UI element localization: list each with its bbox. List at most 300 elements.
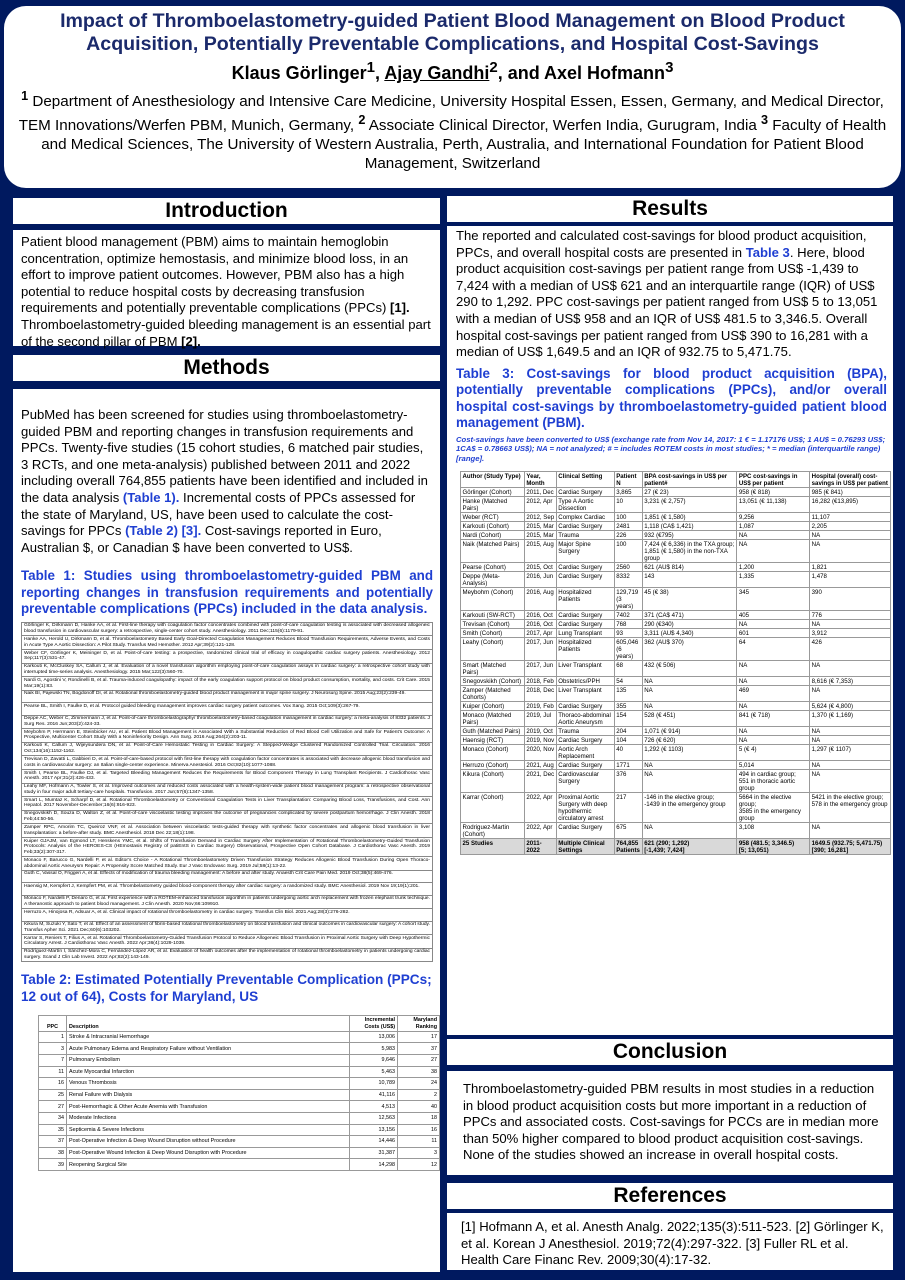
results-panel	[447, 226, 893, 1035]
table2-cell: 14,446	[350, 1136, 398, 1148]
table3-cell: 2012, Sep	[524, 513, 556, 522]
table3-cell: Nardi (Cohort)	[461, 531, 525, 540]
table3-cell: Complex Cardiac	[556, 513, 614, 522]
table3-cell: Rodriguez-Martin (Cohort)	[461, 823, 525, 839]
table3-cell: 100	[614, 540, 642, 563]
references-body: [1] Hofmann A, et al. Anesth Analg. 2022;135(3):511-523. [2] Görlinger K, et al. Korean J Anesthesiol. 2019;72(4):297-322. [3] Fuller RL et al. Health Care Financ Rev. 2009;30(4):17-32.	[447, 1213, 893, 1270]
table3-cell: 1,292 (€ 1103)	[642, 745, 737, 761]
table-row	[461, 702, 891, 711]
table2-cell: Post-Hemorrhagic & Other Acute Anemia with Transfusion	[67, 1101, 350, 1113]
table3-cell: 68	[614, 661, 642, 677]
table-row	[461, 677, 891, 686]
table3-cell: 605,046 (6 years)	[614, 638, 642, 661]
table3-cell: Kikura (Cohort)	[461, 770, 525, 793]
table3-cell: 1,335	[737, 572, 810, 588]
affiliation-text: Faculty of Health and Medical Sciences, The University of Western Australia, Perth, Australia, and International Foundation for Patient Blood Management, Switzerland	[41, 117, 887, 173]
table-row	[22, 797, 433, 811]
table2-cell: 38	[398, 1066, 440, 1078]
table-row	[22, 948, 433, 962]
table-row	[461, 531, 891, 540]
table-row	[22, 703, 433, 715]
table2-cell: 34	[39, 1112, 67, 1124]
table1-cell: Kuiper GJAJM, van Egmond LT, Henskens YMC, et al. Shifts of Transfusion Demand in Cardiac Surgery After Implementation of Rotational Thromboelastometry-Guided Transfusion Protocols: Analysis of the HEROES-CS (HEmostasis Registry of patiEntS in Cardiac Surgery) Observational, Prospective Open Cohort Database. J Cardiothorac Vasc Anesth. 2019 Feb;33(2):307-317.	[22, 837, 433, 856]
table2-cell: 40	[398, 1101, 440, 1113]
table-row	[22, 677, 433, 691]
table3-cell: NA	[737, 677, 810, 686]
table3-cell: Karkouti (SW-RCT)	[461, 611, 525, 620]
table2-cell: Pulmonary Embolism	[67, 1054, 350, 1066]
table3-cell: 5421 in the elective group; 578 in the emergency group	[810, 793, 891, 823]
author-separator: , and	[497, 63, 545, 83]
table1-cell: Smith I, Pearse BL, Faulke DJ, et al. Targeted Bleeding Management Reduces the Requirements for Blood Component Therapy in Lung Transplant Recipients. J Cardiothorac Vasc Anesth. 2017 Apr;31(2):426-433.	[22, 769, 433, 783]
table3-cell: 726 (€ 620)	[642, 736, 737, 745]
table3-cell: Deppe (Meta-Analysis)	[461, 572, 525, 588]
table3-cell: Liver Transplant	[556, 661, 614, 677]
table-row	[461, 488, 891, 497]
table1-cell: Nardi G, Agostini V, Rondinelli B, et al. Trauma-induced coagulopathy: impact of the early coagulation support protocol on blood product consumption, mortality, and costs. Crit Care. 2015 Mar;19(1):83.	[22, 677, 433, 691]
table-row	[22, 824, 433, 838]
table3-cell: 376	[614, 770, 642, 793]
author-name: Klaus Görlinger	[231, 63, 367, 83]
table3-cell: Pearse (Cohort)	[461, 563, 525, 572]
table3-cell: Weber (RCT)	[461, 513, 525, 522]
table-row	[39, 1136, 440, 1148]
table3-cell: Karkouti (Cohort)	[461, 522, 525, 531]
table3-cell: NA	[737, 531, 810, 540]
table3-cell: 2017, Jun	[524, 638, 556, 661]
methods-heading: Methods	[13, 355, 440, 381]
table1-cell: Hanke AA, Herold U, Dirkmann D, et al. Thromboelastometry Based Early Goal-Directed Coagulation Management Reduces Blood Transfusion Requirements, Adverse Events, and Costs in Acute Type A Aortic Dissection: A Pilot Study. Transfus Med Hemother. 2012 Apr;39(2):121-128.	[22, 636, 433, 650]
table-row	[39, 1159, 440, 1171]
table2-link[interactable]: (Table 2) [3].	[125, 523, 202, 539]
table-row	[39, 1066, 440, 1078]
results-body: The reported and calculated cost-savings for blood product acquisition, PPCs, and overall hospital costs are presented in Table 3. Here, blood product acquisition cost-savings per patient range from US$ -1,439 to 7,424 with a median of US$ 621 and an interquartile range (IQR) of US$ 290 to 1,292. PPC cost-savings per patient ranged from US$ 5 to 13,051 with a median of US$ 958 and an IQR of US$ 481.5 to 3,346.5. Overall hospital cost-savings per patient ranged from US$ 390 to 16,281 with a median of US$ 1,649.5 and an IQR of 932.75 to 5,471.75.	[456, 228, 878, 360]
table3-cell: Liver Transplant	[556, 686, 614, 702]
table3-cell: 2019, Jul	[524, 711, 556, 727]
table3-cell: Meybohm (Cohort)	[461, 588, 525, 611]
table3-cell: Aortic Arch Replacement	[556, 745, 614, 761]
table1-cell: Herruzo A, Hinojosa R, Adsuar A, et al. Clinical impact of rotational thromboelastometry in cardiac surgery. Transfus Clin Biol. 2021 Aug;28(3):276-282.	[22, 909, 433, 921]
author-sup: 2	[489, 59, 498, 76]
table3-cell: 8332	[614, 572, 642, 588]
table3-cell: 2481	[614, 522, 642, 531]
table3-cell: 8,616 (€ 7,353)	[810, 677, 891, 686]
table-row	[22, 783, 433, 797]
affiliation-text: Associate Clinical Director, Werfen India, Gurugram, India	[365, 117, 761, 135]
table3-cell: Trauma	[556, 531, 614, 540]
table3-cell: NA	[642, 761, 737, 770]
table1-cell: Karkouti K, Callum J, Wijeysundera DN, et al. Point-of-Care Hemostatic Testing in Cardiac Surgery: A Stepped-Wedge Clustered Randomized Controlled Trial. Circulation. 2016 Oct;134(16):1152-1162.	[22, 742, 433, 756]
table2-header: PPC	[39, 1016, 67, 1031]
table3-cell: NA	[810, 661, 891, 677]
table2-header: Description	[67, 1016, 350, 1031]
table-row	[39, 1147, 440, 1159]
table3-cell: 469	[737, 686, 810, 702]
methods-panel	[13, 389, 440, 1272]
table3-cell: 362 (AU$ 370)	[642, 638, 737, 661]
table2-cell: 37	[39, 1136, 67, 1148]
table3-cell: 1,071 (€ 914)	[642, 727, 737, 736]
table3-cell: 2016, Aug	[524, 588, 556, 611]
table3-cell: 217	[614, 793, 642, 823]
table3-cell: 2012, Apr	[524, 497, 556, 513]
table2-cell: 12,563	[350, 1112, 398, 1124]
author-separator: ,	[374, 63, 385, 83]
table1	[21, 622, 433, 963]
table2-cell: Septicemia & Severe Infections	[67, 1124, 350, 1136]
table-row	[39, 1089, 440, 1101]
table-row	[22, 870, 433, 882]
table3-cell: NA	[737, 736, 810, 745]
table3-cell: Haensig (RCT)	[461, 736, 525, 745]
affiliation-sup: 3	[761, 113, 769, 128]
table-row	[22, 857, 433, 871]
table-row	[461, 793, 891, 823]
table3-cell: 621 (AU$ 814)	[642, 563, 737, 572]
table3-cell: Monaco (Matched Pairs)	[461, 711, 525, 727]
table-row	[22, 909, 433, 921]
table2-cell: 9,646	[350, 1054, 398, 1066]
table1-link[interactable]: (Table 1).	[122, 489, 180, 505]
table3-note: Cost-savings have been converted to US$ (exchange rate from Nov 14, 2017: 1 € = 1.17176 US$; 1 AU$ = 0.76293 US$; 1CA$ = 0.78663 US$); NA = not analyzed; # = includes ROTEM costs in most studies; * = median (interquartile range) [range].	[456, 434, 886, 463]
table2-cell: 17	[398, 1031, 440, 1043]
table3-cell: 2017, Jun	[524, 661, 556, 677]
table2-cell: Reopening Surgical Site	[67, 1159, 350, 1171]
table2-cell: 16	[39, 1078, 67, 1090]
table3-caption: Table 3: Cost-savings for blood product acquisition (BPA), potentially preventable complications (PPCs), and/or overall hospital cost-savings by thromboelastometry-guided patient blood management (PBM).	[456, 365, 887, 431]
table2-cell: 27	[39, 1101, 67, 1113]
table3-cell: Obstetrics/PPH	[556, 677, 614, 686]
table3-cell: 2022, Apr	[524, 793, 556, 823]
table2-cell: Moderate Infections	[67, 1112, 350, 1124]
table3-cell: 27 (€ 23)	[642, 488, 737, 497]
table1-cell: Karkouti K, McCluskey SA, Callum J, et al. Evaluation of a novel transfusion algorithm employing point-of-care coagulation assays in cardiac surgery: a retrospective cohort study with interrupted time-series analysis. Anesthesiology. 2015 Mar;122(3):560-70.	[22, 663, 433, 677]
table3-header: Hospital (overall) cost-savings in US$ per patient	[810, 472, 891, 488]
table-row	[461, 611, 891, 620]
table-row	[22, 650, 433, 664]
table3-cell: 2016, Oct	[524, 611, 556, 620]
table-row	[22, 810, 433, 824]
table3-header: BPA cost-savings in US$ per patient#	[642, 472, 737, 488]
references-heading: References	[447, 1183, 893, 1209]
table3-cell: 154	[614, 711, 642, 727]
table-row	[461, 572, 891, 588]
table1-cell: Monaco F, Nardelli P, Denaro G, et al. First experience with a ROTEM-enhanced transfusion algorithm in patients undergoing aortic arch replacement with frozen elephant trunk technique. A theranostic approach to patient blood management. J Clin Anesth. 2020 Nov;66:109910.	[22, 895, 433, 909]
table3-cell: NA	[642, 770, 737, 793]
table2-cell: 18	[398, 1112, 440, 1124]
table3-cell: 2016, Jun	[524, 572, 556, 588]
affiliation-sup: 1	[21, 89, 29, 103]
methods-body: PubMed has been screened for studies using thromboelastometry-guided PBM and reporting changes in transfusion requirements and PPCs. Twenty-five studies (15 cohort studies, 6 matched pair studies, 3 RCTs, and one meta-analysis) published between 2011 and 2022 including overall 764,855 patients have been identified and included in the data analysis (Table 1). Incremental costs of PPCs assessed for the state of Maryland, US, have been used to calculate the cost-savings for PPCs (Table 2) [3]. Cost-savings reported in Euro, Australian $, or Canadian $ have been converted to US$.	[21, 407, 428, 555]
table3-total-cell: 2011-2022	[524, 839, 556, 855]
author-line	[14, 57, 891, 84]
table2-cell: 11	[39, 1066, 67, 1078]
table-row	[22, 769, 433, 783]
table2-cell: 16	[398, 1124, 440, 1136]
table3-cell: NA	[737, 661, 810, 677]
table3-total-cell: 764,855 Patients	[614, 839, 642, 855]
table-row	[461, 540, 891, 563]
table3-cell: 432 (€ 506)	[642, 661, 737, 677]
table-row	[22, 921, 433, 935]
table3-cell: 3,108	[737, 823, 810, 839]
table3-cell: 2020, Nov	[524, 745, 556, 761]
table3-cell: 390	[810, 588, 891, 611]
table2-cell: Venous Thrombosis	[67, 1078, 350, 1090]
table1-cell: Zamper RPC, Amorim TC, Queiroz VNF, et al. Association between viscoelastic tests-guided therapy with synthetic factor concentrates and allogenic blood transfusion in liver transplantation: a before-after study. BMC Anesthesiol. 2018 Dec 22;18(1):198.	[22, 824, 433, 838]
table-row	[39, 1031, 440, 1043]
table3-cell: Major Spine Surgery	[556, 540, 614, 563]
conclusion-body: Thromboelastometry-guided PBM results in most studies in a reduction in blood product acquisition costs but more important in a reduction of PPCs and associated costs. Cost-savings for PCCs are in median more than 50% higher compared to blood product acquisition cost-savings. None of the studies showed an increase in overall hospital costs.	[447, 1071, 893, 1175]
table3-cell: 2016, Oct	[524, 620, 556, 629]
table3-cell: Trauma	[556, 727, 614, 736]
table3-cell: Smith (Cohort)	[461, 629, 525, 638]
table3-cell: NA	[810, 686, 891, 702]
table1-cell: Kikura M, Suzuki Y, Sato T, et al. Effect of an assessment of fibrin-based rotational thromboelastometry on blood transfusion and clinical outcomes in cardiovascular surgery: A cohort study. Transfus Apher Sci. 2021 Dec;60(6):103202.	[22, 921, 433, 935]
table2-cell: 10,789	[350, 1078, 398, 1090]
table3	[460, 471, 891, 855]
table3-cell: 2011, Dec	[524, 488, 556, 497]
table3-cell: 1,087	[737, 522, 810, 531]
table3-cell: 932 (€795)	[642, 531, 737, 540]
table-row	[461, 745, 891, 761]
table2-header: Maryland Ranking	[398, 1016, 440, 1031]
table2-cell: 35	[39, 1124, 67, 1136]
table3-cell: 204	[614, 727, 642, 736]
table-row	[461, 770, 891, 793]
table3-cell: 345	[737, 588, 810, 611]
table-row	[22, 636, 433, 650]
table-row	[461, 823, 891, 839]
table1-cell: Snegovskikh D, Souza D, Walton Z, et al. Point-of-care viscoelastic testing improves the outcome of pregnancies complicated by severe postpartum hemorrhage. J Clin Anesth. 2018 Feb;44:50-56.	[22, 810, 433, 824]
table3-cell: 1,821	[810, 563, 891, 572]
table3-cell: 100	[614, 513, 642, 522]
table2-cell: Acute Myocardial Infarction	[67, 1066, 350, 1078]
table-header-row	[39, 1016, 440, 1031]
table-row	[22, 935, 433, 949]
table3-cell: -146 in the elective group; -1439 in the emergency group	[642, 793, 737, 823]
table2-cell: Post-Operative Wound Infection & Deep Wound Disruption with Procedure	[67, 1147, 350, 1159]
table3-cell: Cardiac Surgery	[556, 702, 614, 711]
table3-cell: Hospitalized Patients	[556, 638, 614, 661]
table2-cell: 14,298	[350, 1159, 398, 1171]
table3-cell: NA	[810, 727, 891, 736]
table3-cell: 135	[614, 686, 642, 702]
poster-title: Impact of Thromboelastometry-guided Patient Blood Management on Blood Product Acquisition, Potentially Preventable Complications, and Hospital Cost-Savings	[60, 10, 845, 55]
table3-header: Year, Month	[524, 472, 556, 488]
table3-cell: 45 (€ 38)	[642, 588, 737, 611]
table-row	[22, 622, 433, 636]
table3-header: Clinical Setting	[556, 472, 614, 488]
table2-cell: Post-Operative Infection & Deep Wound Disruption without Procedure	[67, 1136, 350, 1148]
table-row	[22, 895, 433, 909]
table1-cell: Guth C, Vassal O, Friggeri A, et al. Effects of modification of trauma bleeding management: A before and after study. Anaesth Crit Care Pain Med. 2019 Oct;38(5):469-476.	[22, 870, 433, 882]
table3-cell: 958 (€ 818)	[737, 488, 810, 497]
table2-cell: Renal Failure with Dialysis	[67, 1089, 350, 1101]
table3-cell: Cardiac Surgery	[556, 522, 614, 531]
table-row	[22, 756, 433, 770]
table1-cell: Monaco F, Barucco G, Nardelli P, et al. Editor's Choice - A Rotational Thromboelastometry Driven Transfusion Strategy Reduces Allogenic Blood Transfusion During Open Thoraco-abdominal Aortic Aneurysm Repair: A Propensity Score Matched Study. Eur J Vasc Endovasc Surg. 2019 Jul;58(1):13-22.	[22, 857, 433, 871]
table3-cell: 3,912	[810, 629, 891, 638]
table3-cell: 1,297 (€ 1107)	[810, 745, 891, 761]
table3-cell: 226	[614, 531, 642, 540]
table3-cell: 1,200	[737, 563, 810, 572]
table1-cell: Leahy MF, Hofmann A, Towler S, et al. Improved outcomes and reduced costs associated with a health-system-wide patient blood management program: a retrospective observational study in four major adult tertiary-care hospitals. Transfusion. 2017 Jun;57(6):1347-1358.	[22, 783, 433, 797]
table2-cell: 13,006	[350, 1031, 398, 1043]
table3-cell: Smart (Matched Pairs)	[461, 661, 525, 677]
table3-cell: 675	[614, 823, 642, 839]
poster-header	[4, 6, 901, 188]
table2-cell: 38	[39, 1147, 67, 1159]
table3-cell: NA	[810, 736, 891, 745]
table-row	[461, 661, 891, 677]
table1-cell: Pearse BL, Smith I, Faulke D, et al. Protocol guided bleeding management improves cardiac surgery patient outcomes. Vox Sang. 2015 Oct;109(3):267-79.	[22, 703, 433, 715]
table3-cell: 2015, Aug	[524, 540, 556, 563]
table3-cell: 2,205	[810, 522, 891, 531]
table-row	[461, 497, 891, 513]
table3-cell: NA	[642, 677, 737, 686]
table3-cell: 7402	[614, 611, 642, 620]
table-row	[22, 742, 433, 756]
table2-cell: 41,116	[350, 1089, 398, 1101]
table1-caption: Table 1: Studies using thromboelastometry-guided PBM and reporting changes in transfusion requirements and potentially preventable complications (PPCs) included in the data analysis.	[21, 568, 433, 617]
table3-cell: Proximal Aortic Surgery with deep hypothermic circulatory arrest	[556, 793, 614, 823]
table-row	[39, 1124, 440, 1136]
table-row	[461, 522, 891, 531]
author-name: Axel Hofmann	[544, 63, 666, 83]
table2-cell: 31,387	[350, 1147, 398, 1159]
table-header-row	[461, 472, 891, 488]
table2-cell: Acute Pulmonary Edema and Respiratory Failure without Ventilation	[67, 1043, 350, 1055]
table1-cell: Görlinger K, Dirkmann D, Hanke AA, et al. First-line therapy with coagulation factor concentrates combined with point-of-care coagulation testing is associated with decreased allogeneic blood transfusion in cardiovascular surgery: a retrospective, single-center cohort study. Anesthesiology. 2011 Dec;115(6):1179-91.	[22, 622, 433, 636]
table3-header: Author (Study Type)	[461, 472, 525, 488]
table3-cell: Cardiac Surgery	[556, 620, 614, 629]
table-row	[461, 513, 891, 522]
table2-cell: 3	[398, 1147, 440, 1159]
table2-cell: 11	[398, 1136, 440, 1148]
table3-cell: Leahy (Cohort)	[461, 638, 525, 661]
table1-cell: Karrar S, Reniers T, Filius A, et al. Rotational Thromboelastometry-Guided Transfusion Protocol to Reduce Allogeneic Blood Transfusion in Proximal Aortic Surgery with Deep Hypothermic Circulatory Arrest. J Cardiothorac Vasc Anesth. 2022 Apr;36(4):1029-1039.	[22, 935, 433, 949]
table3-cell: 10	[614, 497, 642, 513]
table2-cell: 4,513	[350, 1101, 398, 1113]
table3-link[interactable]: Table 3	[745, 244, 790, 260]
table2-header: Incremental Costs (US$)	[350, 1016, 398, 1031]
table3-cell: Hospitalized Patients	[556, 588, 614, 611]
table-row	[461, 563, 891, 572]
table3-cell: 3,231 (€ 2,757)	[642, 497, 737, 513]
table3-cell: 1,478	[810, 572, 891, 588]
affiliation-sup: 2	[358, 113, 366, 128]
table3-cell: 1,118 (CA$ 1,421)	[642, 522, 737, 531]
table3-cell: 9,256	[737, 513, 810, 522]
table3-cell: 2018, Dec	[524, 686, 556, 702]
table3-cell: 2017, Apr	[524, 629, 556, 638]
table2-cell: 24	[398, 1078, 440, 1090]
table3-cell: 426	[810, 638, 891, 661]
table3-cell: 290 (€340)	[642, 620, 737, 629]
table3-cell: Karrar (Cohort)	[461, 793, 525, 823]
table3-cell: NA	[642, 823, 737, 839]
table3-cell: Zamper (Matched Cohorts)	[461, 686, 525, 702]
table-row	[22, 883, 433, 895]
table3-cell: 601	[737, 629, 810, 638]
table2-cell: 13,156	[350, 1124, 398, 1136]
author-name: Ajay Gandhi	[384, 63, 490, 83]
table-row	[39, 1043, 440, 1055]
table2-cell: 27	[398, 1054, 440, 1066]
table3-cell: 1,851 (€ 1,580)	[642, 513, 737, 522]
table3-cell: Cardiac Surgery	[556, 572, 614, 588]
table1-cell: Trevisan D, Zavatti L, Gabbieri D, et al. Point-of-care-based protocol with first-line therapy with coagulation factor concentrates is associated with decrease allogenic blood transfusion and costs in cardiovascular surgery: an Italian single-center experience. Minerva Anestesiol. 2016 Oct;82(10):1077-1088.	[22, 756, 433, 770]
table3-cell: Guth (Matched Pairs)	[461, 727, 525, 736]
table3-cell: 16,282 (€13,895)	[810, 497, 891, 513]
author-sup: 3	[665, 59, 674, 76]
table3-cell: 1771	[614, 761, 642, 770]
affiliations	[14, 87, 891, 173]
table-row	[461, 761, 891, 770]
table-total-row	[461, 839, 891, 855]
table2-cell: 5,983	[350, 1043, 398, 1055]
table2-cell: 25	[39, 1089, 67, 1101]
table2-cell: 7	[39, 1054, 67, 1066]
table3-cell: 985 (€ 841)	[810, 488, 891, 497]
table3-cell: NA	[810, 770, 891, 793]
table3-cell: NA	[737, 702, 810, 711]
table1-cell: Weber CF, Görlinger K, Meininger D, et al. Point-of-care testing: a prospective, randomized clinical trial of efficacy in coagulopathic cardiac surgery patients. Anesthesiology. 2012 Sep;117(3):531-47.	[22, 650, 433, 664]
table-row	[39, 1112, 440, 1124]
table2-cell: 37	[398, 1043, 440, 1055]
table3-cell: 93	[614, 629, 642, 638]
author-sup: 1	[366, 59, 375, 76]
affiliation-text: Department of Anesthesiology and Intensive Care Medicine, University Hospital Essen, Essen, Germany, and Medical Director, TEM Innovations/Werfen PBM, Munich, Germany,	[18, 93, 884, 135]
table3-cell: Cardiac Surgery	[556, 488, 614, 497]
table3-cell: 13,051 (€ 11,138)	[737, 497, 810, 513]
table3-cell: 2560	[614, 563, 642, 572]
table3-cell: Cardiac Surgery	[556, 611, 614, 620]
table3-cell: NA	[810, 531, 891, 540]
table1-cell: Meybohm P, Herrmann E, Steinbicker AU, et al. Patient Blood Management is Associated With a Substantial Reduction of Red Blood Cell Utilization and Safe for Patient's Outcome: A Prospective, Multicenter Cohort Study With a Noninferiority Design. Ann Surg. 2016 Aug;264(2):203-11.	[22, 729, 433, 743]
table2-cell: 39	[39, 1159, 67, 1171]
table3-cell: Herruzo (Cohort)	[461, 761, 525, 770]
table3-cell: NA	[737, 727, 810, 736]
table3-cell: 3,311 (AU$ 4,340)	[642, 629, 737, 638]
table3-cell: NA	[810, 620, 891, 629]
table3-cell: Kuiper (Cohort)	[461, 702, 525, 711]
table3-total-cell: Multiple Clinical Settings	[556, 839, 614, 855]
table3-cell: Monaco (Cohort)	[461, 745, 525, 761]
table3-cell: 528 (€ 451)	[642, 711, 737, 727]
table2-caption: Table 2: Estimated Potentially Preventable Complication (PPCs; 12 out of 64), Costs for Maryland, US	[21, 972, 432, 1004]
table-row	[461, 588, 891, 611]
table3-cell: 11,107	[810, 513, 891, 522]
table1-cell: Deppe AC, Weber C, Zimmermann J, et al. Point-of-care thromboelastography/ thromboelastometry-based coagulation management in cardiac surgery: a meta-analysis of 8332 patients. J Surg Res. 2016 Jun;203(2):424-33.	[22, 715, 433, 729]
table3-cell: 5 (€ 4)	[737, 745, 810, 761]
table2-cell: 1	[39, 1031, 67, 1043]
table-row	[461, 629, 891, 638]
table-row	[461, 736, 891, 745]
table3-cell: Görlinger (Cohort)	[461, 488, 525, 497]
table3-cell: 2021, Aug	[524, 761, 556, 770]
table3-cell: 1,370 (€ 1,169)	[810, 711, 891, 727]
table-row	[22, 715, 433, 729]
table3-cell: 7,424 (€ 6,336) in the TXA group; 1,851 (€ 1,580) in the non-TXA group	[642, 540, 737, 563]
table3-cell: Cardiac Surgery	[556, 736, 614, 745]
table1-cell: Rodríguez-Martín I, Sánchez-Mora C, Fernández-López AR, et al. Evaluation of health outcomes after the implementation of rotational thromboelastometry in patients undergoing cardiac surgery. Scand J Clin Lab Invest. 2022 Apr;82(2):143-149.	[22, 948, 433, 962]
table3-cell: Cardiovascular Surgery	[556, 770, 614, 793]
table1-cell: Haensig M, Kempfert J, Kempfert PM, et al. Thrombelastometry guided blood-component therapy after cardiac surgery: a randomized study. BMC Anesthesiol. 2019 Nov 19;19(1):201.	[22, 883, 433, 895]
table3-total-cell: 25 Studies	[461, 839, 525, 855]
table3-cell: 355	[614, 702, 642, 711]
